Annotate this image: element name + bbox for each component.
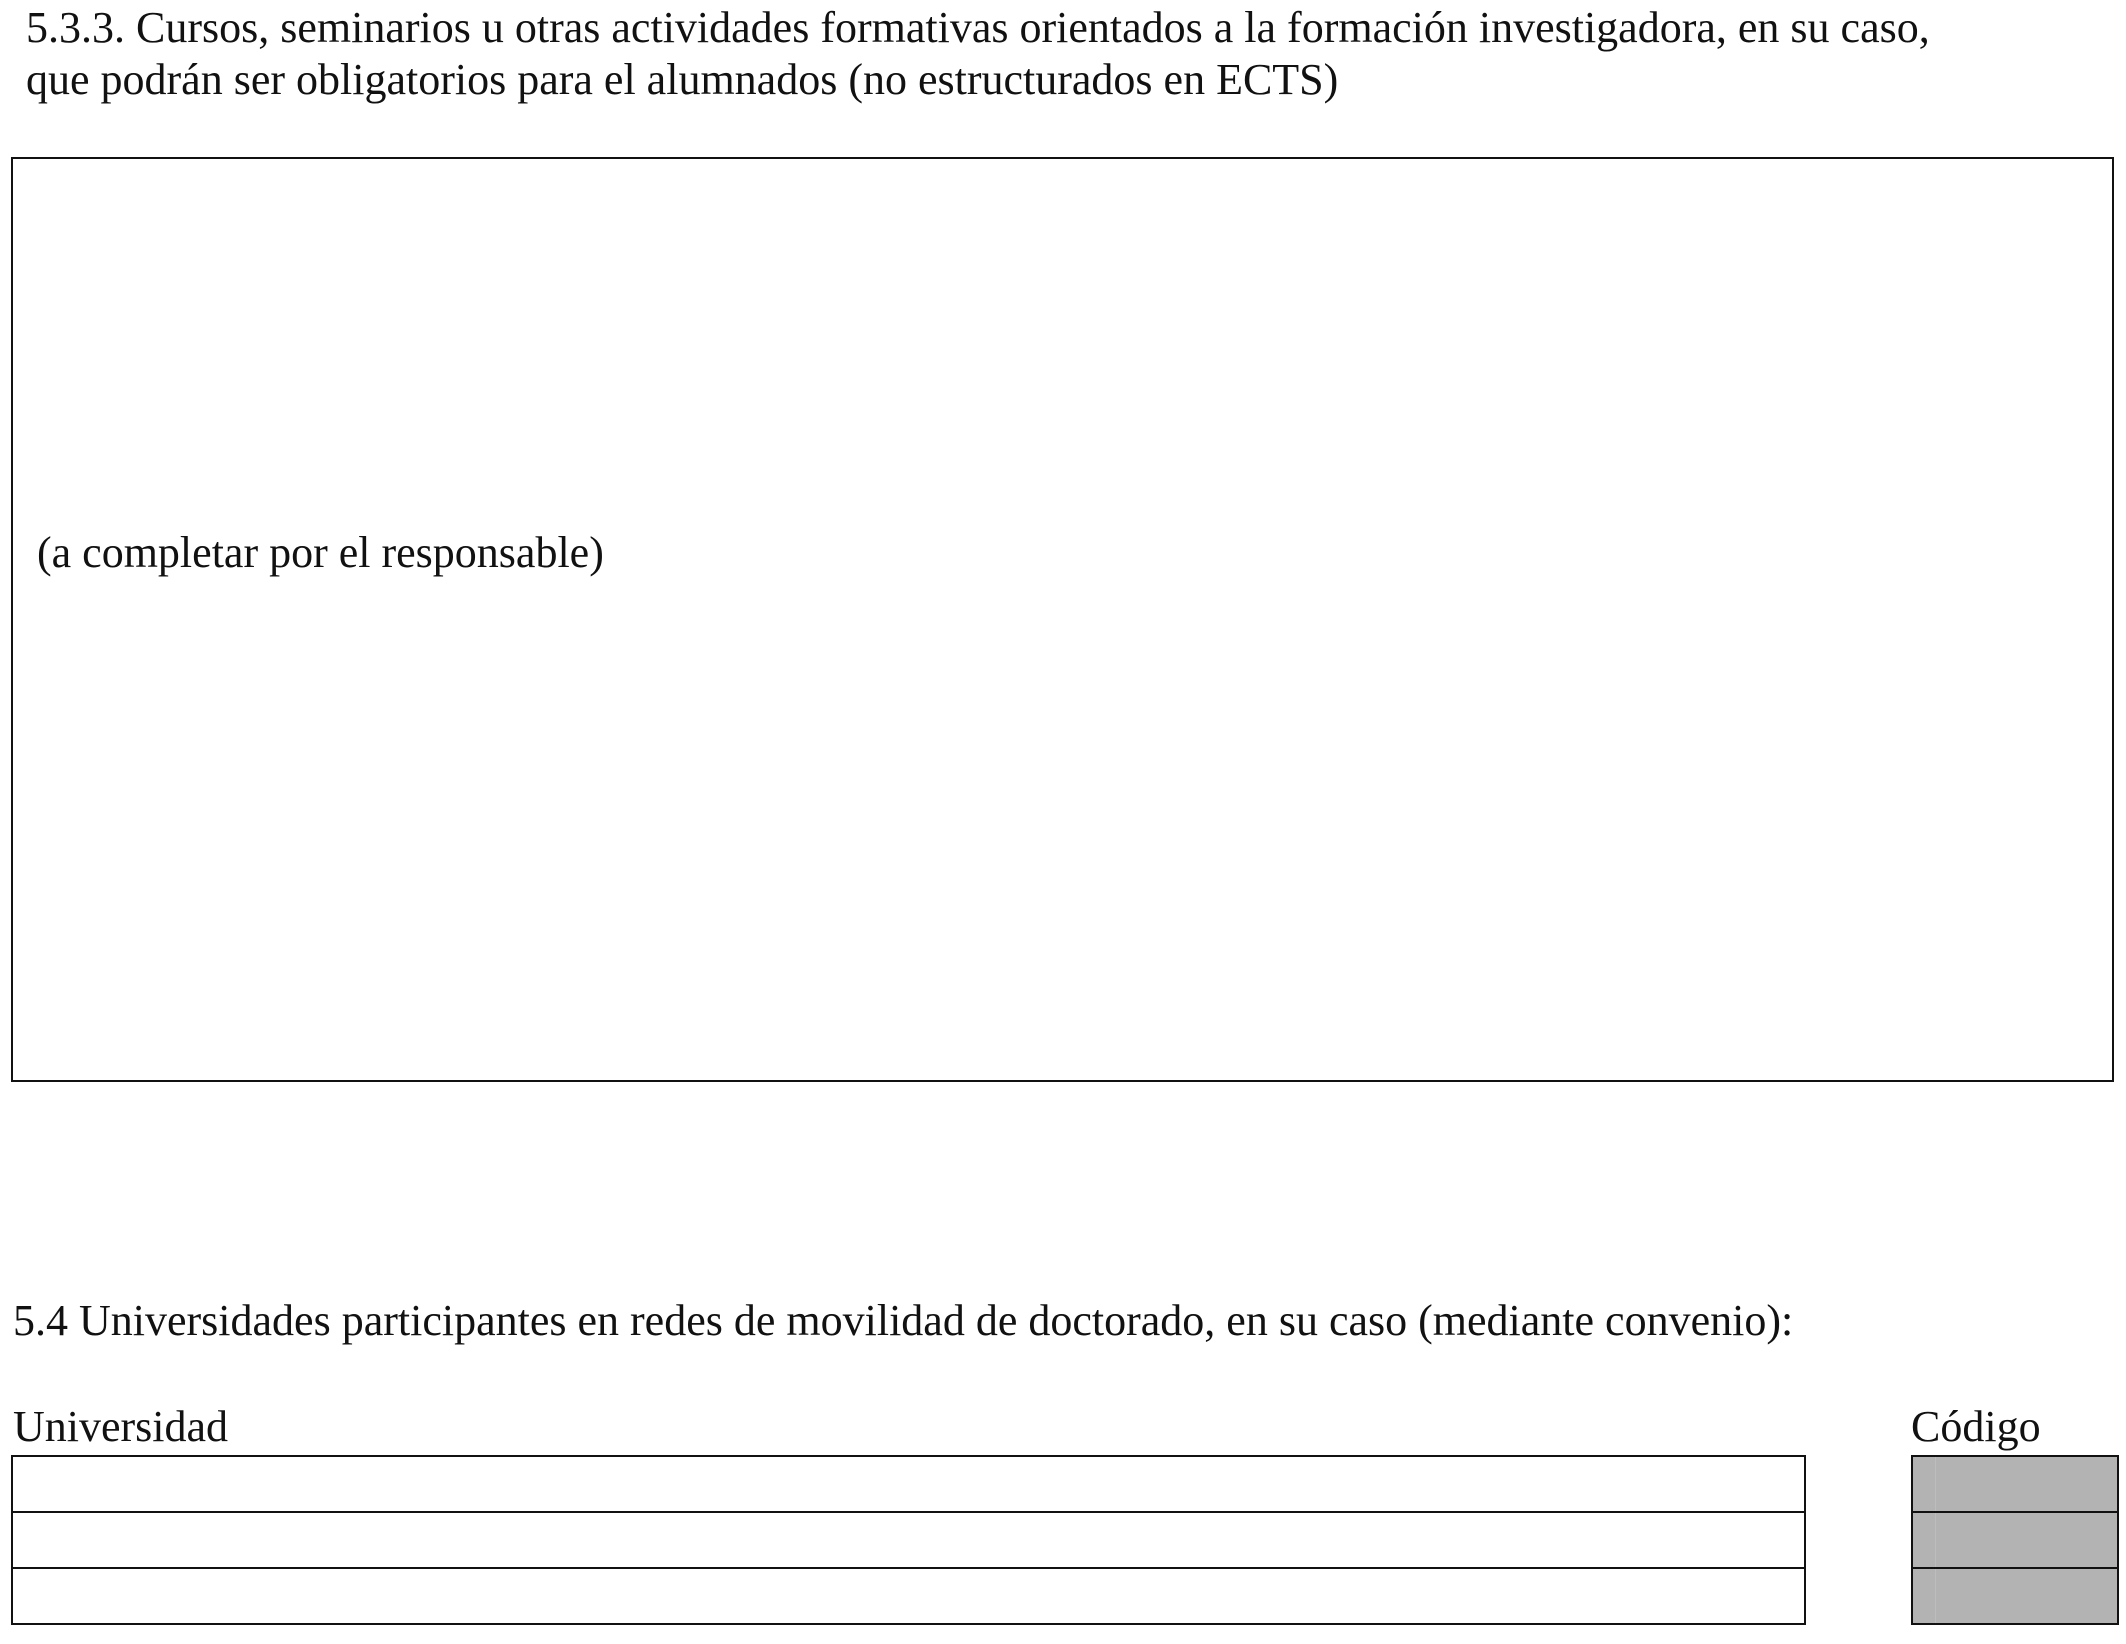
section-533-heading-line-1: 5.3.3. Cursos, seminarios u otras actividades formativas orientados a la formación investigadora, en su caso, xyxy=(26,3,1930,52)
code-column-label: Código xyxy=(1911,1402,2041,1451)
university-column-label: Universidad xyxy=(13,1402,229,1451)
section-533-heading xyxy=(26,2,2086,106)
section-533-heading-line-2: que podrán ser obligatorios para el alumnados (no estructurados en ECTS) xyxy=(26,55,1339,104)
activities-text-box[interactable] xyxy=(11,157,2114,1082)
university-field[interactable] xyxy=(13,1569,1804,1623)
code-field xyxy=(1913,1457,2117,1513)
university-field[interactable] xyxy=(13,1513,1804,1569)
university-table xyxy=(11,1455,1806,1625)
code-field xyxy=(1913,1569,2117,1623)
university-field[interactable] xyxy=(13,1457,1804,1513)
section-54-heading: 5.4 Universidades participantes en redes de movilidad de doctorado, en su caso (mediante convenio): xyxy=(13,1296,1794,1345)
code-table xyxy=(1911,1455,2119,1625)
code-field xyxy=(1913,1513,2117,1569)
activities-placeholder-note: (a completar por el responsable) xyxy=(37,528,604,577)
